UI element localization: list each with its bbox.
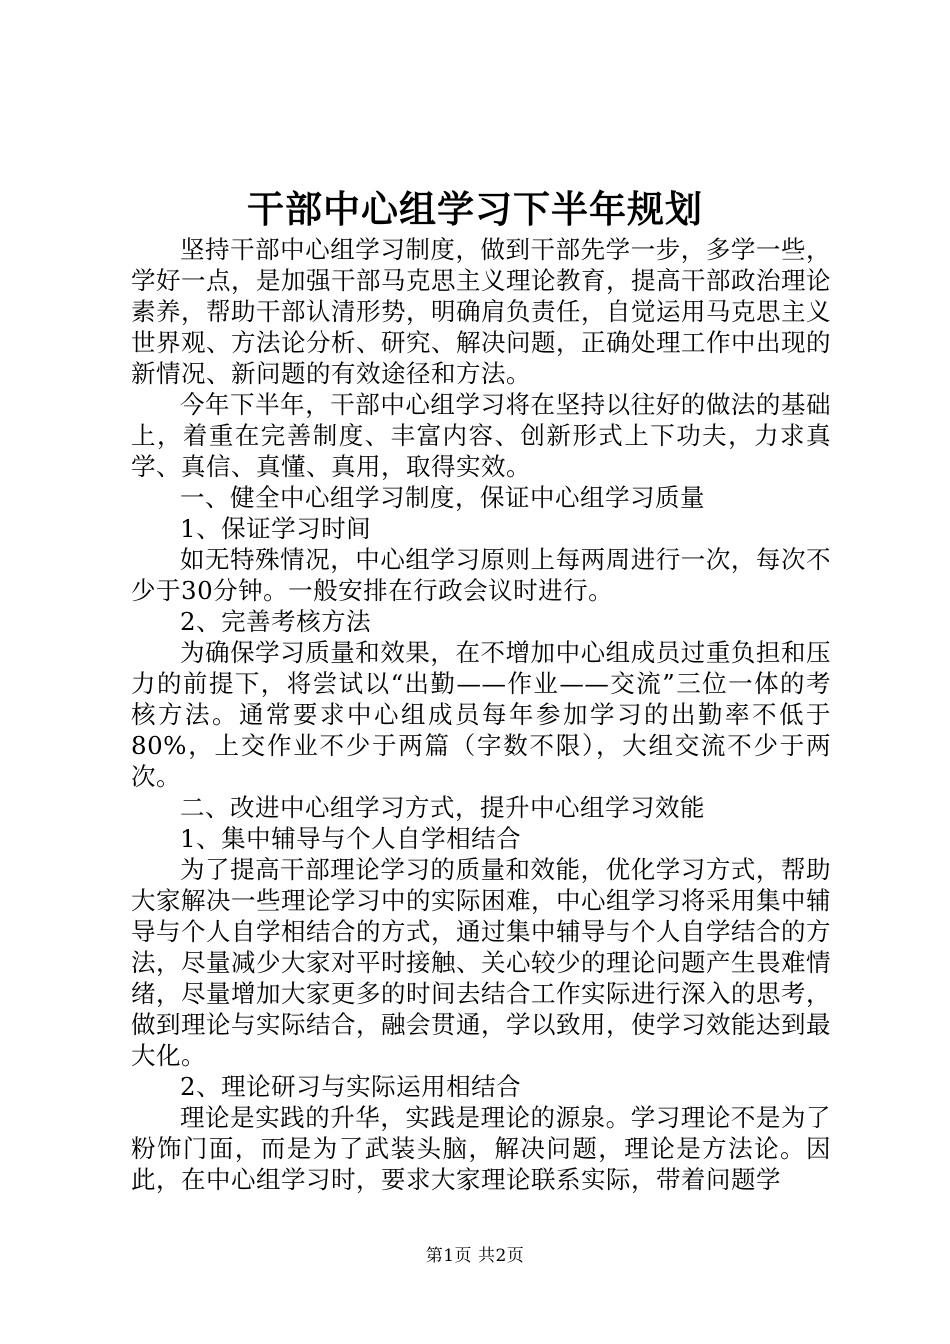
- document-body: [131, 234, 831, 1195]
- paragraph-assessment: 为确保学习质量和效果，在不增加中心组成员过重负担和压力的前提下，将尝试以“出勤——作业——交流”三位一体的考核方法。通常要求中心组成员每年参加学习的出勤率不低于80%，上交作业不少于两篇（字数不限），大组交流不少于两次。: [131, 638, 831, 791]
- section-heading-1: 一、健全中心组学习制度，保证中心组学习质量: [180, 483, 705, 512]
- subsection-heading-1-2: 2、完善考核方法: [180, 607, 372, 636]
- subsection-heading-2-1: 1、集中辅导与个人自学相结合: [180, 824, 522, 853]
- paragraph-plan-overview: 今年下半年，干部中心组学习将在坚持以往好的做法的基础上，着重在完善制度、丰富内容、创新形式上下功夫，力求真学、真信、真懂、真用，取得实效。: [131, 390, 831, 481]
- page-number-footer: 第1页 共2页: [425, 1246, 525, 1266]
- subsection-heading-2-2: 2、理论研习与实际运用相结合: [180, 1072, 522, 1101]
- section-heading-2: 二、改进中心组学习方式，提升中心组学习效能: [180, 793, 705, 822]
- document-title: 干部中心组学习下半年规划: [247, 187, 703, 231]
- paragraph-guidance-selfstudy: 为了提高干部理论学习的质量和效能，优化学习方式，帮助大家解决一些理论学习中的实际困难，中心组学习将采用集中辅导与个人自学相结合的方式，通过集中辅导与个人自学结合的方法，尽量减少大家对平时接触、关心较少的理论问题产生畏难情绪，尽量增加大家更多的时间去结合工作实际进行深入的思考，做到理论与实际结合，融会贯通，学以致用，使学习效能达到最大化。: [131, 855, 831, 1070]
- paragraph-theory-practice: 理论是实践的升华，实践是理论的源泉。学习理论不是为了粉饰门面，而是为了武装头脑，解决问题，理论是方法论。因此，在中心组学习时，要求大家理论联系实际，带着问题学: [131, 1103, 831, 1194]
- paragraph-study-time: 如无特殊情况，中心组学习原则上每两周进行一次，每次不少于30分钟。一般安排在行政会议时进行。: [131, 545, 831, 605]
- subsection-heading-1-1: 1、保证学习时间: [180, 514, 372, 543]
- paragraph-intro: 坚持干部中心组学习制度，做到干部先学一步，多学一些，学好一点，是加强干部马克思主义理论教育，提高干部政治理论素养，帮助干部认清形势，明确肩负责任，自觉运用马克思主义世界观、方法论分析、研究、解决问题，正确处理工作中出现的新情况、新问题的有效途径和方法。: [131, 235, 831, 388]
